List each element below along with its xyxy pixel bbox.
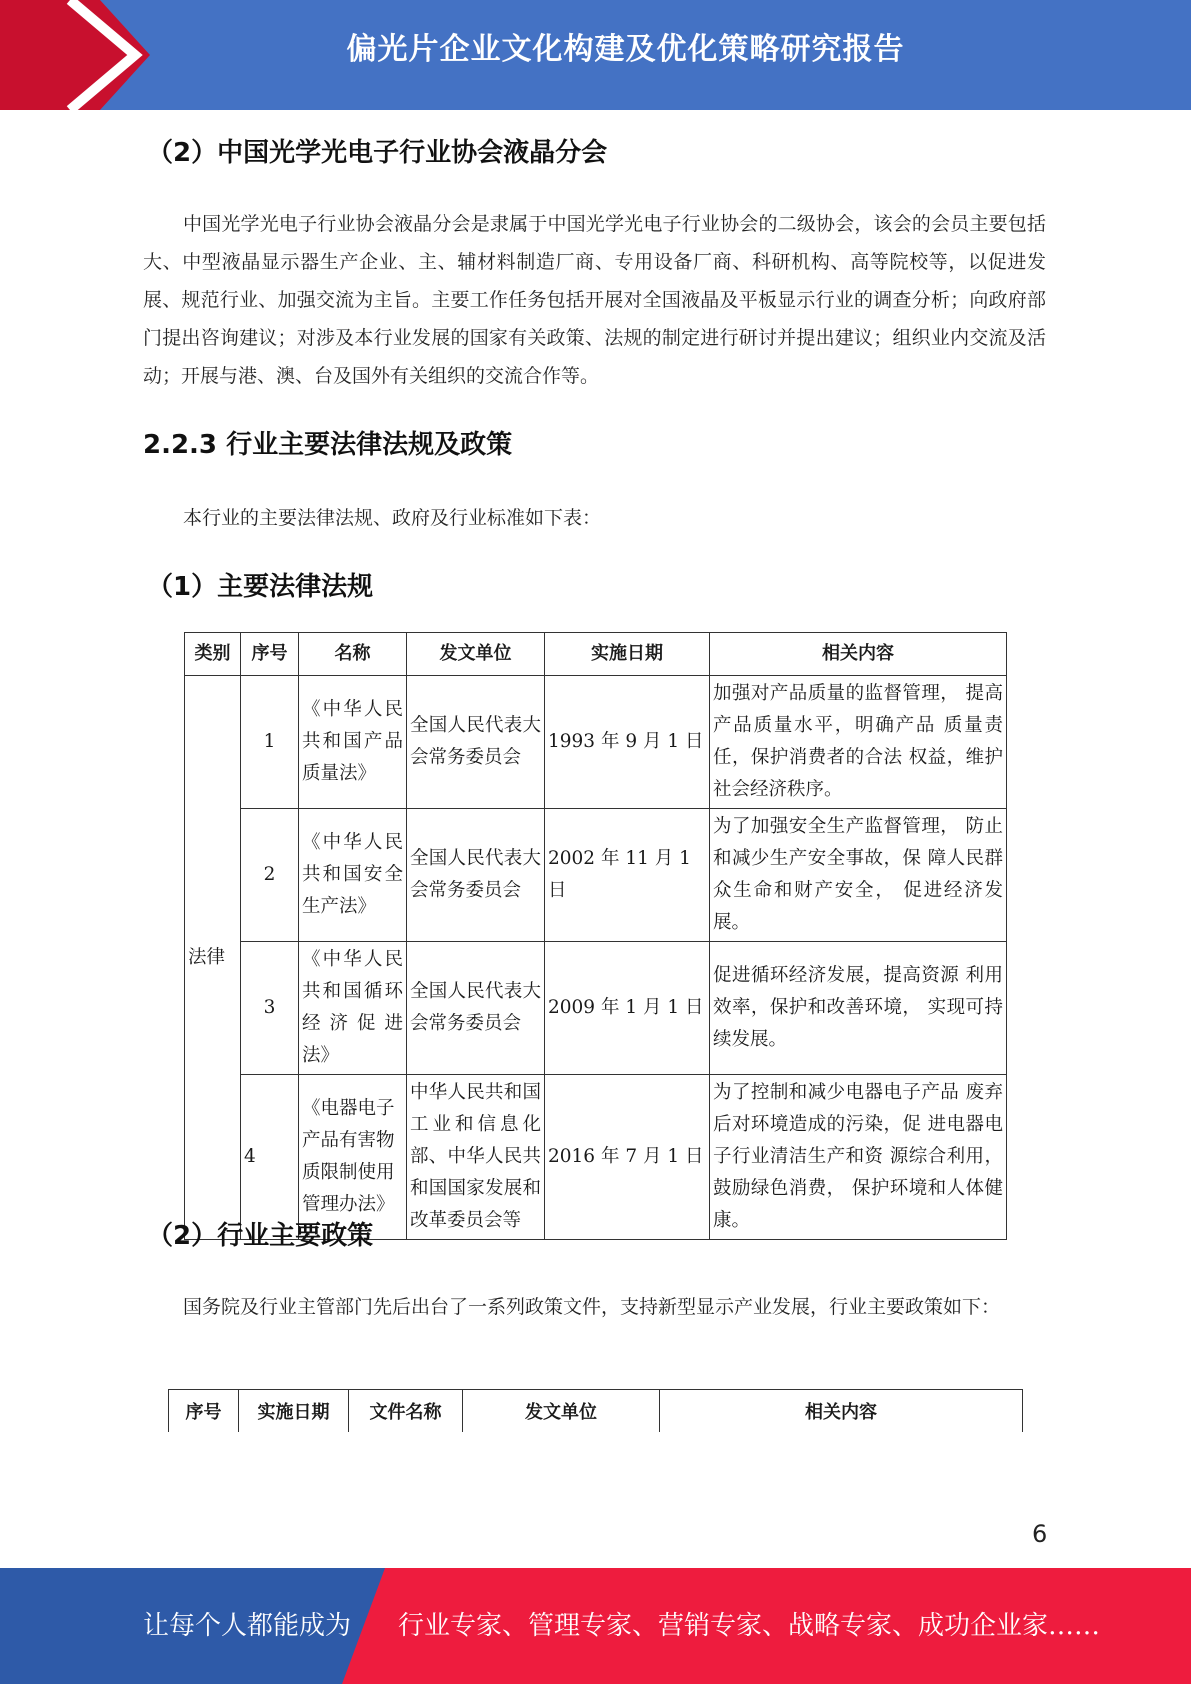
col-header-issuer: 发文单位	[407, 633, 545, 676]
col-header-name: 名称	[299, 633, 407, 676]
col-header-issuer: 发文单位	[463, 1390, 660, 1433]
cell-name: 《中华人民共和国循环经济促进法》	[299, 942, 407, 1075]
col-header-content: 相关内容	[710, 633, 1007, 676]
cell-date: 1993 年 9 月 1 日	[545, 676, 710, 809]
cell-issuer: 全国人民代表大会常务委员会	[407, 676, 545, 809]
col-header-date: 实施日期	[239, 1390, 349, 1433]
col-header-date: 实施日期	[545, 633, 710, 676]
cell-number: 2	[241, 809, 299, 942]
paragraph-lcd-branch: 中国光学光电子行业协会液晶分会是隶属于中国光学光电子行业协会的二级协会，该会的会员主要包括大、中型液晶显示器生产企业、主、辅材料制造厂商、专用设备厂商、科研机构、高等院校等，以促进发展、规范行业、加强交流为主旨。主要工作任务包括开展对全国液晶及平板显示行业的调查分析；向政府部门提出咨询建议；对涉及本行业发展的国家有关政策、法规的制定进行研讨并提出建议；组织业内交流及活动；开展与港、澳、台及国外有关组织的交流合作等。	[143, 213, 1046, 387]
subheading-main-laws: （1）主要法律法规	[147, 572, 374, 602]
table-row	[185, 809, 1007, 942]
category-cell: 法律	[185, 676, 241, 1240]
page-footer	[0, 1568, 1191, 1684]
cell-date: 2016 年 7 月 1 日	[545, 1075, 710, 1240]
col-header-document-name: 文件名称	[349, 1390, 463, 1433]
col-header-number: 序号	[241, 633, 299, 676]
cell-number: 3	[241, 942, 299, 1075]
col-header-content: 相关内容	[660, 1390, 1023, 1433]
cell-content: 为了加强安全生产监督管理， 防止和减少生产安全事故，保 障人民群众生命和财产安全， 促进经济发展。	[710, 809, 1007, 942]
paragraph-policies-intro: 国务院及行业主管部门先后出台了一系列政策文件，支持新型显示产业发展，行业主要政策如下：	[183, 1296, 1001, 1318]
cell-content: 促进循环经济发展，提高资源 利用效率，保护和改善环境， 实现可持续发展。	[710, 942, 1007, 1075]
laws-table-header-row	[185, 633, 1007, 676]
footer-slogan-left: 让每个人都能成为	[143, 1611, 352, 1641]
table-row	[185, 676, 1007, 809]
header-title: 偏光片企业文化构建及优化策略研究报告	[346, 32, 905, 67]
paragraph-laws-intro: 本行业的主要法律法规、政府及行业标准如下表：	[183, 507, 602, 529]
cell-name: 《中华人民共和国产品质量法》	[299, 676, 407, 809]
col-header-category: 类别	[185, 633, 241, 676]
cell-issuer: 中华人民共和国工业和信息化部、中华人民共和国国家发展和改革委员会等	[407, 1075, 545, 1240]
cell-name: 《电器电子产品有害物质限制使用管理办法》	[299, 1075, 407, 1240]
page-header	[0, 0, 1191, 110]
subheading-main-policies: （2）行业主要政策	[147, 1221, 374, 1251]
cell-date: 2009 年 1 月 1 日	[545, 942, 710, 1075]
section-heading-lcd-branch: （2）中国光学光电子行业协会液晶分会	[147, 138, 608, 168]
cell-date: 2002 年 11 月 1 日	[545, 809, 710, 942]
table-row	[185, 942, 1007, 1075]
policies-table-header-row	[169, 1390, 1023, 1433]
footer-slogan-right: 行业专家、管理专家、营销专家、战略专家、成功企业家……	[398, 1611, 1101, 1641]
page-number: 6	[1032, 1520, 1048, 1548]
cell-content: 加强对产品质量的监督管理， 提高产品质量水平，明确产品 质量责任，保护消费者的合法 权益，维护社会经济秩序。	[710, 676, 1007, 809]
cell-issuer: 全国人民代表大会常务委员会	[407, 942, 545, 1075]
cell-number: 4	[241, 1075, 299, 1240]
col-header-number: 序号	[169, 1390, 239, 1433]
section-heading-laws-policies: 2.2.3 行业主要法律法规及政策	[143, 430, 513, 460]
cell-content: 为了控制和减少电器电子产品 废弃后对环境造成的污染，促 进电器电子行业清洁生产和资 源综合利用，鼓励绿色消费， 保护环境和人体健康。	[710, 1075, 1007, 1240]
cell-issuer: 全国人民代表大会常务委员会	[407, 809, 545, 942]
laws-table	[184, 632, 1007, 1240]
table-continuation-mask	[160, 1432, 1040, 1452]
policies-table	[168, 1389, 1023, 1432]
cell-name: 《中华人民共和国安全生产法》	[299, 809, 407, 942]
cell-number: 1	[241, 676, 299, 809]
